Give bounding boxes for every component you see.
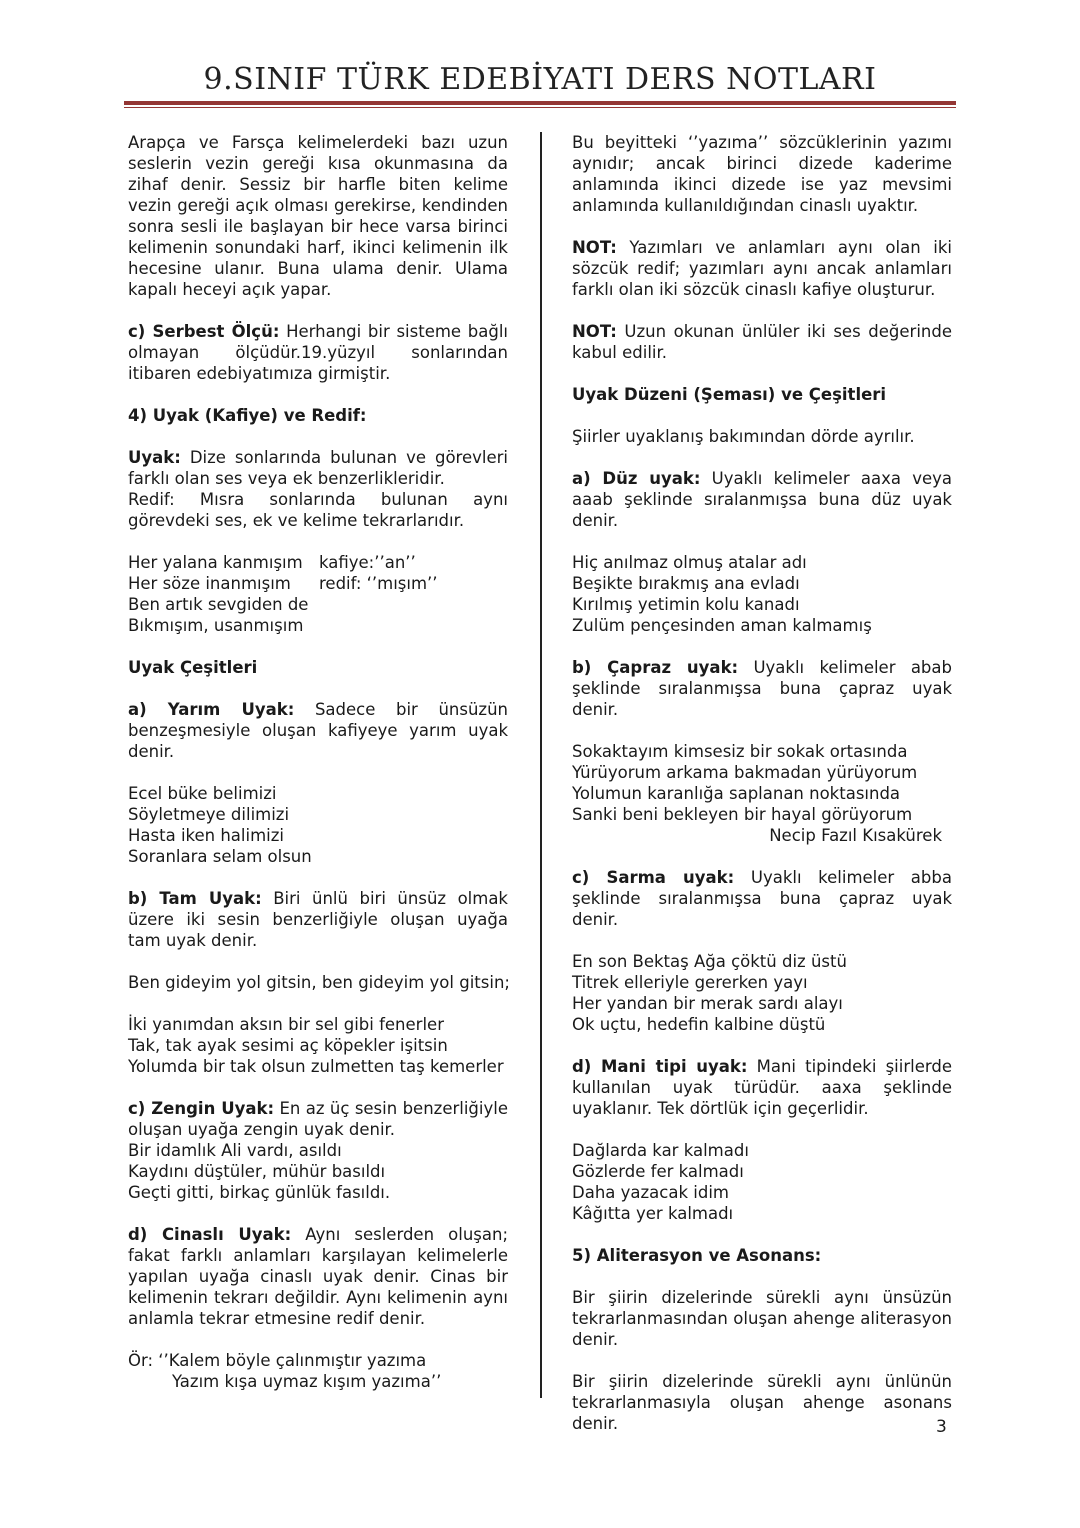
poem-line: Ben gideyim yol gitsin, ben gideyim yol gitsin; — [128, 973, 510, 992]
mani-uyak-paragraph — [572, 1056, 952, 1119]
tam-uyak-paragraph — [128, 888, 508, 951]
poem-line: Dağlarda kar kalmadı — [572, 1141, 749, 1160]
uyak-definition — [128, 447, 508, 531]
duz-uyak-label: a) Düz uyak: — [572, 469, 701, 488]
poem-line: İki yanımdan aksın bir sel gibi fenerler — [128, 1015, 444, 1034]
poem-note: redif: ‘’mışım’’ — [319, 574, 438, 593]
poem-line: Kaydını düştüler, mühür basıldı — [128, 1162, 386, 1181]
poem-line: En son Bektaş Ağa çöktü diz üstü — [572, 952, 847, 971]
poem-line-text: Ben artık sevgiden de — [128, 595, 309, 614]
poem-3 — [128, 1014, 508, 1077]
poem-line-text: Her yalana kanmışım — [128, 553, 303, 572]
zengin-uyak-paragraph — [128, 1098, 508, 1140]
poem-6 — [572, 741, 952, 846]
section-4-title: 4) Uyak (Kafiye) ve Redif: — [128, 406, 367, 425]
sarma-uyak-text: Uyaklı kelimeler abba şeklinde sıralanmışsa buna çapraz uyak denir. — [572, 868, 952, 929]
poem-line: Daha yazacak idim — [572, 1183, 729, 1202]
poem-line: Geçti gitti, birkaç günlük fasıldı. — [128, 1183, 391, 1202]
poem-line: Yolumda bir tak olsun zulmetten taş kemerler — [128, 1057, 504, 1076]
header-rule-thin — [124, 107, 956, 108]
poem-line: Hasta iken halimizi — [128, 826, 284, 845]
intro-paragraph: Arapça ve Farsça kelimelerdeki bazı uzun seslerin vezin gereği kısa okunmasına da zihaf denir. Sessiz bir harfle biten kelime vezin gereği açık olması gerekirse, kendinden sonra sesli ile başlayan bir hece varsa birinci kelimenin sonundaki harf, ikinci kelimenin ilk hecesine ulanır. Buna ulama denir. Ulama kapalı heceyi açık yapar. — [128, 133, 508, 299]
section-5-heading — [572, 1245, 952, 1266]
poem-note: kafiye:’’an’’ — [319, 553, 416, 572]
page-number: 3 — [936, 1417, 947, 1437]
zengin-uyak-label: c) Zengin Uyak: — [128, 1099, 275, 1118]
serbest-olcu-paragraph — [128, 321, 508, 384]
mani-uyak-text: Mani tipindeki şiirlerde kullanılan uyak türüdür. aaxa şeklinde uyaklanır. Tek dörtlük için geçerlidir. — [572, 1057, 952, 1118]
not-1-label: NOT: — [572, 238, 617, 257]
tam-uyak-label: b) Tam Uyak: — [128, 889, 262, 908]
poem-line: Sanki beni bekleyen bir hayal görüyorum — [572, 805, 913, 824]
poem-line — [128, 552, 508, 573]
tam-uyak-text: Biri ünlü biri ünsüz olmak üzere iki sesin benzerliğiyle oluşan uyağa tam uyak denir. — [128, 889, 508, 950]
section-5-title: 5) Aliterasyon ve Asonans: — [572, 1246, 822, 1265]
poem-line: Her yandan bir merak sardı alayı — [572, 994, 843, 1013]
serbest-olcu-text: Herhangi bir sisteme bağlı olmayan ölçüdür.19.yüzyıl sonlarından itibaren edebiyatımıza girmiştir. — [128, 322, 508, 383]
not-1-paragraph — [572, 237, 952, 300]
poem-8 — [572, 1140, 952, 1224]
poem-2 — [128, 783, 508, 867]
uyak-duzeni-title: Uyak Düzeni (Şeması) ve Çeşitleri — [572, 385, 887, 404]
mani-uyak-label: d) Mani tipi uyak: — [572, 1057, 748, 1076]
duz-uyak-paragraph — [572, 468, 952, 531]
not-1-text: Yazımları ve anlamları aynı olan iki sözcük redif; yazımları aynı ancak anlamları farklı olan iki sözcük cinaslı kafiye oluşturur. — [572, 238, 952, 299]
poem-line: Hiç anılmaz olmuş atalar adı — [572, 553, 807, 572]
poem-5 — [572, 552, 952, 636]
beyit-paragraph: Bu beyitteki ‘’yazıma’’ sözcüklerinin yazımı aynıdır; ancak birinci dizede kaderime anlamında ikinci dizede ise yaz mevsimi anlamında kullanıldığından cinaslı uyaktır. — [572, 133, 952, 215]
uyak-cesitleri-heading — [128, 657, 508, 678]
poem-line: Tak, tak ayak sesimi aç köpekler işitsin — [128, 1036, 448, 1055]
uyak-duzeni-heading — [572, 384, 952, 405]
duz-uyak-text: Uyaklı kelimeler aaxa veya aaab şeklinde sıralanmışsa buna düz uyak denir. — [572, 469, 952, 530]
poem-author: Necip Fazıl Kısakürek — [769, 826, 942, 845]
left-column — [128, 132, 508, 1413]
poem-line: Ecel büke belimizi — [128, 784, 277, 803]
not-2-paragraph — [572, 321, 952, 363]
poem-line — [128, 594, 508, 615]
uyak-text: Dize sonlarında bulunan ve görevleri farklı olan ses veya ek benzerlikleridir. — [128, 448, 508, 488]
poem-line: Sokaktayım kimsesiz bir sokak ortasında — [572, 742, 908, 761]
header-rule-thick — [124, 101, 956, 105]
uyak-cesitleri-title: Uyak Çeşitleri — [128, 658, 258, 677]
capraz-uyak-label: b) Çapraz uyak: — [572, 658, 739, 677]
poem-line: Ok uçtu, hedefin kalbine düştü — [572, 1015, 826, 1034]
capraz-uyak-text: Uyaklı kelimeler abab şeklinde sıralanmışsa buna çapraz uyak denir. — [572, 658, 952, 719]
cinasli-uyak-paragraph — [128, 1224, 508, 1329]
poem-line: Soranlara selam olsun — [128, 847, 312, 866]
sarma-uyak-paragraph — [572, 867, 952, 930]
asonans-paragraph: Bir şiirin dizelerinde sürekli aynı ünlünün tekrarlanmasıyla oluşan ahenge asonans denir. — [572, 1372, 952, 1433]
poem-3a — [128, 972, 508, 993]
ornek-line-2: Yazım kışa uymaz kışım yazıma’’ — [172, 1372, 442, 1391]
poem-7 — [572, 951, 952, 1035]
poem-line: Yolumun karanlığa saplanan noktasında — [572, 784, 901, 803]
poem-line-text: Bıkmışım, usanmışım — [128, 616, 304, 635]
poem-line: Yürüyorum arkama bakmadan yürüyorum — [572, 763, 918, 782]
uyak-duzeni-text: Şiirler uyaklanış bakımından dörde ayrılır. — [572, 427, 915, 446]
right-column — [572, 132, 952, 1455]
ornek-line-1: Ör: ‘’Kalem böyle çalınmıştır yazıma — [128, 1351, 427, 1370]
poem-line: Kırılmış yetimin kolu kanadı — [572, 595, 800, 614]
page-title: 9.SINIF TÜRK EDEBİYATI DERS NOTLARI — [203, 62, 877, 97]
not-2-label: NOT: — [572, 322, 617, 341]
yarim-uyak-text: Sadece bir ünsüzün benzeşmesiyle oluşan kafiyeye yarım uyak denir. — [128, 700, 508, 761]
capraz-uyak-paragraph — [572, 657, 952, 720]
zengin-uyak-block — [128, 1098, 508, 1203]
zengin-uyak-text: En az üç sesin benzerliğiyle oluşan uyağa zengin uyak denir. — [128, 1099, 508, 1139]
poem-1 — [128, 552, 508, 636]
poem-line: Gözlerde fer kalmadı — [572, 1162, 744, 1181]
poem-line — [128, 573, 508, 594]
poem-line — [128, 615, 508, 636]
poem-line: Kâğıtta yer kalmadı — [572, 1204, 734, 1223]
yarim-uyak-label: a) Yarım Uyak: — [128, 700, 295, 719]
yarim-uyak-paragraph — [128, 699, 508, 762]
ornek-block — [128, 1350, 508, 1392]
sarma-uyak-label: c) Sarma uyak: — [572, 868, 735, 887]
uyak-label: Uyak: — [128, 448, 181, 467]
redif-text: Redif: Mısra sonlarında bulunan aynı görevdeki ses, ek ve kelime tekrarlarıdır. — [128, 490, 508, 530]
aliterasyon-paragraph: Bir şiirin dizelerinde sürekli aynı ünsüzün tekrarlanmasından oluşan ahenge aliterasyon denir. — [572, 1288, 952, 1349]
cinasli-uyak-label: d) Cinaslı Uyak: — [128, 1225, 292, 1244]
poem-line-text: Her söze inanmışım — [128, 574, 291, 593]
poem-line: Titrek elleriyle gererken yayı — [572, 973, 808, 992]
cinasli-uyak-text: Aynı seslerden oluşan; fakat farklı anlamları karşılayan kelimelerle yapılan uyağa cinaslı uyak denir. Cinas bir kelimenin tekrarı değildir. Aynı kelimenin aynı anlamla tekrar etmesine redif denir. — [128, 1225, 508, 1328]
serbest-olcu-label: c) Serbest Ölçü: — [128, 322, 280, 341]
poem-line: Beşikte bırakmış ana evladı — [572, 574, 800, 593]
poem-line: Söyletmeye dilimizi — [128, 805, 290, 824]
poem-line: Bir idamlık Ali vardı, asıldı — [128, 1141, 342, 1160]
not-2-text: Uzun okunan ünlüler iki ses değerinde kabul edilir. — [572, 322, 952, 362]
section-4-heading — [128, 405, 508, 426]
poem-line: Zulüm pençesinden aman kalmamış — [572, 616, 872, 635]
column-divider — [540, 132, 542, 1398]
